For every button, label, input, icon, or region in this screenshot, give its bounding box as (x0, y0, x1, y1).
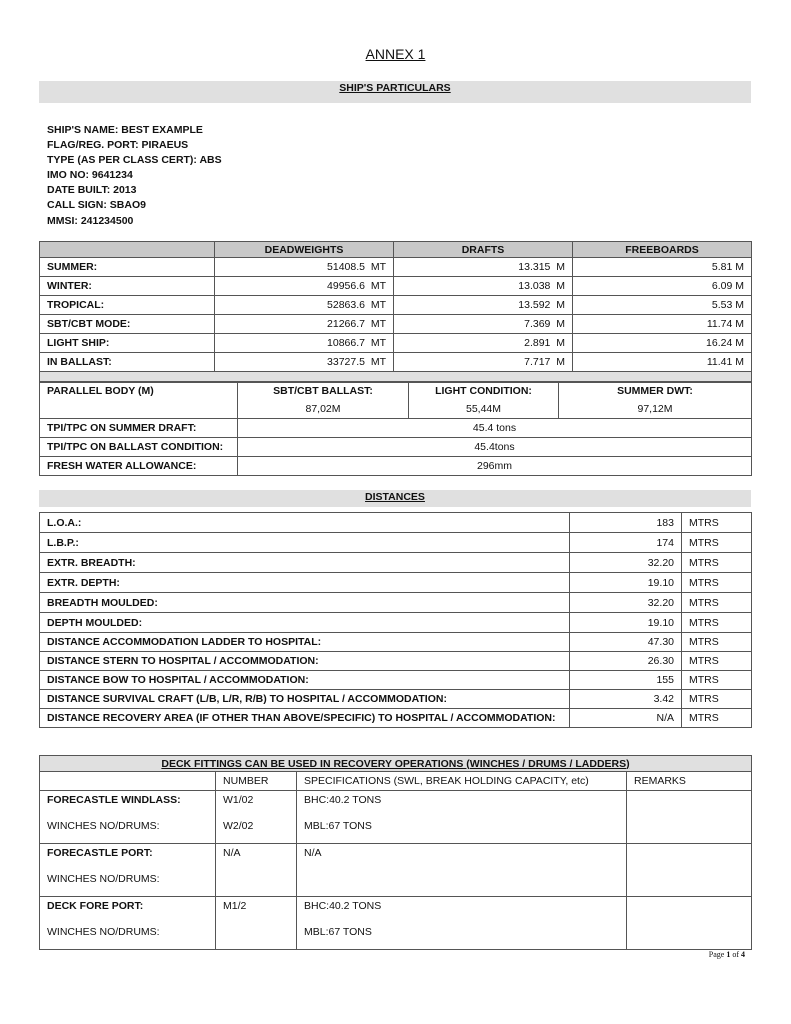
fitting-remarks (627, 844, 752, 897)
fitting-spec: BHC:40.2 TONS (297, 791, 627, 818)
table-row (40, 513, 752, 533)
sbt-cbt-ballast-head: SBT/CBT BALLAST: (238, 382, 409, 401)
draft-value: 7.369 (524, 318, 551, 330)
fitting-sub-spec (297, 870, 627, 897)
distance-unit: MTRS (682, 690, 752, 709)
dwt-value: 49956.6 (327, 280, 365, 292)
fitting-name: DECK FORE PORT: (40, 897, 216, 924)
dwt-cell (215, 315, 394, 334)
dwt-unit: MT (370, 261, 386, 273)
summer-dwt-value: 97,12M (559, 400, 752, 419)
row-label: LIGHT SHIP: (40, 334, 215, 353)
freeboard-value: 16.24 M (573, 334, 752, 353)
table-row (40, 258, 752, 277)
annex-title: ANNEX 1 (365, 46, 426, 62)
parallel-body-label: PARALLEL BODY (M) (40, 382, 238, 419)
distance-label: DEPTH MOULDED: (40, 613, 570, 633)
table-row (40, 791, 752, 818)
dwt-unit: MT (370, 337, 386, 349)
distance-value: 183 (570, 513, 682, 533)
row-label: TPI/TPC ON BALLAST CONDITION: (40, 438, 238, 457)
page-prefix: Page (708, 950, 725, 959)
distances-heading: DISTANCES (39, 490, 751, 507)
page-of: of (732, 950, 739, 959)
distance-value: 26.30 (570, 652, 682, 671)
distance-label: DISTANCE SURVIVAL CRAFT (L/B, L/R, R/B) TO HOSPITAL / ACCOMMODATION: (40, 690, 570, 709)
ships-particulars-heading: SHIP'S PARTICULARS (39, 81, 751, 103)
distance-value: 32.20 (570, 553, 682, 573)
fitting-sub-number: W2/02 (216, 817, 297, 844)
draft-cell (394, 277, 573, 296)
table-row (40, 897, 752, 924)
table-row (40, 382, 752, 401)
fitting-spec: N/A (297, 844, 627, 871)
dwt-value: 21266.7 (327, 318, 365, 330)
dwt-value: 33727.5 (327, 356, 365, 368)
ship-particulars (47, 123, 222, 229)
row-label: SBT/CBT MODE: (40, 315, 215, 334)
deck-header-row (40, 772, 752, 791)
page-total: 4 (741, 950, 745, 959)
fitting-spec: BHC:40.2 TONS (297, 897, 627, 924)
fitting-sub: WINCHES NO/DRUMS: (40, 870, 216, 897)
dwt-value: 52863.6 (327, 299, 365, 311)
draft-value: 2.891 (524, 337, 551, 349)
loadlines-header-blank (40, 242, 215, 258)
date-built: DATE BUILT: 2013 (47, 184, 137, 197)
distance-value: 47.30 (570, 633, 682, 652)
draft-cell (394, 315, 573, 334)
fitting-remarks (627, 897, 752, 950)
header-number: NUMBER (216, 772, 297, 791)
dwt-cell (215, 353, 394, 372)
row-label: SUMMER: (40, 258, 215, 277)
distance-value: 19.10 (570, 573, 682, 593)
table-row (40, 709, 752, 728)
draft-cell (394, 353, 573, 372)
draft-value: 13.315 (518, 261, 551, 273)
fitting-sub: WINCHES NO/DRUMS: (40, 923, 216, 950)
light-condition-value: 55,44M (409, 400, 559, 419)
class-type: TYPE (AS PER CLASS CERT): ABS (47, 154, 222, 167)
fitting-number: W1/02 (216, 791, 297, 818)
dwt-value: 10866.7 (327, 337, 365, 349)
distance-value: 155 (570, 671, 682, 690)
draft-value: 7.717 (524, 356, 551, 368)
table-row (40, 553, 752, 573)
header-freeboards: FREEBOARDS (573, 242, 752, 258)
distance-unit: MTRS (682, 533, 752, 553)
table-row (40, 633, 752, 652)
distance-label: L.B.P.: (40, 533, 570, 553)
dwt-unit: MT (370, 318, 386, 330)
distance-unit: MTRS (682, 553, 752, 573)
distance-label: L.O.A.: (40, 513, 570, 533)
table-row (40, 593, 752, 613)
table-row (40, 353, 752, 372)
distance-label: DISTANCE STERN TO HOSPITAL / ACCOMMODATION: (40, 652, 570, 671)
row-value: 45.4tons (238, 438, 752, 457)
page-footer (709, 950, 745, 959)
draft-unit: M (556, 356, 565, 368)
fitting-sub-number (216, 923, 297, 950)
distance-value: 19.10 (570, 613, 682, 633)
distance-unit: MTRS (682, 513, 752, 533)
draft-value: 13.038 (518, 280, 551, 292)
distance-value: 32.20 (570, 593, 682, 613)
table-row (40, 334, 752, 353)
distance-label: DISTANCE ACCOMMODATION LADDER TO HOSPITAL: (40, 633, 570, 652)
distance-label: BREADTH MOULDED: (40, 593, 570, 613)
deck-fittings-heading: DECK FITTINGS CAN BE USED IN RECOVERY OPERATIONS (WINCHES / DRUMS / LADDERS) (40, 756, 752, 772)
draft-cell (394, 258, 573, 277)
table-row (40, 844, 752, 871)
imo-number: IMO NO: 9641234 (47, 169, 133, 182)
draft-value: 13.592 (518, 299, 551, 311)
draft-unit: M (556, 318, 565, 330)
table-row (40, 277, 752, 296)
distance-label: EXTR. BREADTH: (40, 553, 570, 573)
dwt-unit: MT (370, 356, 386, 368)
draft-cell (394, 334, 573, 353)
table-row (40, 573, 752, 593)
fitting-name: FORECASTLE PORT: (40, 844, 216, 871)
table-row (40, 613, 752, 633)
draft-unit: M (556, 299, 565, 311)
dwt-unit: MT (370, 299, 386, 311)
dwt-value: 51408.5 (327, 261, 365, 273)
distance-unit: MTRS (682, 573, 752, 593)
distance-label: DISTANCE RECOVERY AREA (IF OTHER THAN ABOVE/SPECIFIC) TO HOSPITAL / ACCOMMODATION: (40, 709, 570, 728)
distances-table (39, 512, 752, 728)
mmsi: MMSI: 241234500 (47, 214, 134, 227)
sbt-cbt-ballast-value: 87,02M (238, 400, 409, 419)
row-label: WINTER: (40, 277, 215, 296)
dwt-cell (215, 277, 394, 296)
row-label: FRESH WATER ALLOWANCE: (40, 457, 238, 476)
dwt-unit: MT (370, 280, 386, 292)
distance-unit: MTRS (682, 593, 752, 613)
freeboard-value: 11.74 M (573, 315, 752, 334)
distance-unit: MTRS (682, 633, 752, 652)
page-number: 1 (726, 950, 731, 959)
flag-port: FLAG/REG. PORT: PIRAEUS (47, 139, 189, 152)
fitting-name: FORECASTLE WINDLASS: (40, 791, 216, 818)
light-condition-head: LIGHT CONDITION: (409, 382, 559, 401)
dwt-cell (215, 258, 394, 277)
parallel-body-table (39, 381, 752, 476)
header-specifications: SPECIFICATIONS (SWL, BREAK HOLDING CAPACITY, etc) (297, 772, 627, 791)
draft-unit: M (556, 261, 565, 273)
fitting-sub: WINCHES NO/DRUMS: (40, 817, 216, 844)
distance-unit: MTRS (682, 709, 752, 728)
deck-fittings-table (39, 755, 752, 950)
freeboard-value: 6.09 M (573, 277, 752, 296)
table-row (40, 671, 752, 690)
table-row (40, 690, 752, 709)
row-label: TROPICAL: (40, 296, 215, 315)
freeboard-value: 11.41 M (573, 353, 752, 372)
ship-name: SHIP'S NAME: BEST EXAMPLE (47, 124, 203, 136)
distance-unit: MTRS (682, 652, 752, 671)
fitting-sub-spec: MBL:67 TONS (297, 923, 627, 950)
distance-unit: MTRS (682, 613, 752, 633)
table-row (40, 419, 752, 438)
distance-unit: MTRS (682, 671, 752, 690)
draft-unit: M (556, 337, 565, 349)
summer-dwt-head: SUMMER DWT: (559, 382, 752, 401)
fitting-number: N/A (216, 844, 297, 871)
table-row (40, 652, 752, 671)
row-value: 296mm (238, 457, 752, 476)
freeboard-value: 5.81 M (573, 258, 752, 277)
table-row (40, 457, 752, 476)
table-row (40, 533, 752, 553)
header-deadweights: DEADWEIGHTS (215, 242, 394, 258)
distance-value: 3.42 (570, 690, 682, 709)
distance-label: EXTR. DEPTH: (40, 573, 570, 593)
freeboard-value: 5.53 M (573, 296, 752, 315)
draft-cell (394, 296, 573, 315)
deck-heading-row (40, 756, 752, 772)
row-value: 45.4 tons (238, 419, 752, 438)
table-row (40, 296, 752, 315)
loadlines-table (39, 241, 752, 383)
table-row (40, 315, 752, 334)
dwt-cell (215, 296, 394, 315)
dwt-cell (215, 334, 394, 353)
fitting-sub-spec: MBL:67 TONS (297, 817, 627, 844)
draft-unit: M (556, 280, 565, 292)
row-label: TPI/TPC ON SUMMER DRAFT: (40, 419, 238, 438)
distance-label: DISTANCE BOW TO HOSPITAL / ACCOMMODATION: (40, 671, 570, 690)
distance-value: N/A (570, 709, 682, 728)
header-remarks: REMARKS (627, 772, 752, 791)
fitting-number: M1/2 (216, 897, 297, 924)
table-row (40, 438, 752, 457)
row-label: IN BALLAST: (40, 353, 215, 372)
fitting-remarks (627, 791, 752, 844)
header-drafts: DRAFTS (394, 242, 573, 258)
call-sign: CALL SIGN: SBAO9 (47, 199, 146, 212)
distance-value: 174 (570, 533, 682, 553)
deck-header-blank (40, 772, 216, 791)
fitting-sub-number (216, 870, 297, 897)
